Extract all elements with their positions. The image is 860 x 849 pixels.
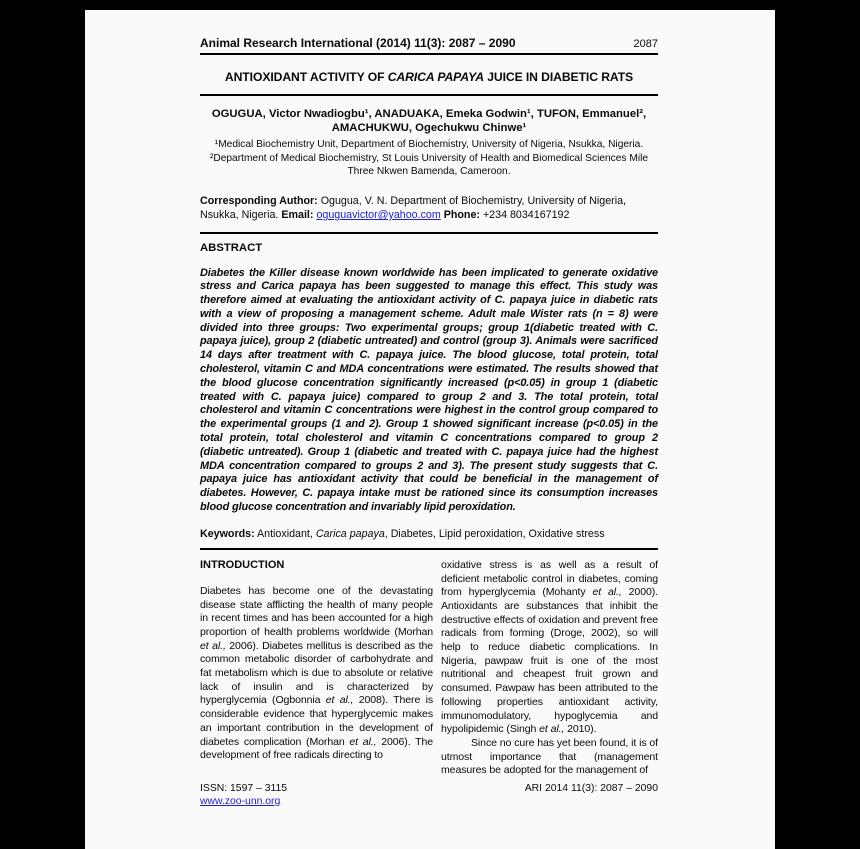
issn: ISSN: 1597 – 3115 (200, 783, 288, 794)
et-al-citation: et al., (592, 586, 622, 599)
title-species-italic: CARICA PAPAYA (387, 70, 484, 84)
email-link[interactable]: oguguavictor@yahoo.com (316, 209, 441, 221)
authors-block (200, 107, 658, 135)
page-number: 2087 (633, 38, 658, 50)
page-footer (200, 782, 658, 808)
abstract-text: Diabetes the Killer disease known worldwide has been implicated to generate oxidative stress and Carica papaya has been suggested to manage this effect. This study was therefore aimed at evaluating the antioxidant activity of C. papaya juice in diabetic rats with a view of proposing a management scheme. Adult male Wister rats (n = 8) were divided into three groups: Two experimental groups; group 1(diabetic treated with C. papaya juice), group 2 (diabetic untreated) and control (group 3). Animals were sacrificed 14 days after treatment with C. papaya juice. The blood glucose, total protein, total cholesterol, vitamin C and MDA concentrations were estimated. The results showed that the blood glucose concentration significantly increased (p<0.05) in group 1 (diabetic treated with C. papaya juice) compared to group 2 and 3. The total protein, total cholesterol and vitamin C concentrations were highest in the control group compared to the experimental groups (1 and 2). Group 1 showed significant increase (p<0.05) in the total protein, total cholesterol and vitamin C concentrations compared to group 2 (diabetic untreated). Group 1 (diabetic and treated with C. papaya juice had the highest MDA concentration compared to groups 2 and 3). The present study suggests that C. papaya juice has antioxidant activity that could be beneficial in the management of diabetes. However, C. papaya intake must be rationed since its consumption increases blood glucose concentration and invariably lipid peroxidation. (200, 266, 658, 514)
abstract-heading: ABSTRACT (200, 241, 263, 254)
journal-website-link[interactable]: www.zoo-unn.org (200, 796, 281, 807)
et-al-citation: et al., (349, 735, 377, 748)
paper-page (85, 10, 775, 849)
running-header (200, 36, 658, 55)
authors-line-2: AMACHUKWU, Ogechukwu Chinwe¹ (331, 122, 527, 134)
right-column (441, 559, 658, 778)
left-column (200, 559, 433, 778)
introduction-paragraph-left: Diabetes has become one of the devastating disease state afflicting the health of many people in recent times and has been accounted for a high proportion of health problems worldwide (Morhan et al., 2006). Diabetes mellitus is described as the common metabolic disorder of carbohydrate and fat metabolism which is due to absolute or relative lack of insulin and is characterized by hyperglycemia (Ogbonnia et al., 2008). There is considerable evidence that hyperglycemic makes an important contribution in the development of diabetes complication (Morhan et al., 2006). The development of free radicals directing to (200, 584, 433, 762)
keywords-label: Keywords: (200, 527, 255, 540)
footer-citation: ARI 2014 11(3): 2087 – 2090 (524, 783, 658, 794)
authors-line-1: OGUGUA, Victor Nwadiogbu¹, ANADUAKA, Emeka Godwin¹, TUFON, Emmanuel², (211, 108, 647, 120)
affiliation-1: ¹Medical Biochemistry Unit, Department of Biochemistry, University of Nigeria, Nsukka, Nigeria. (214, 139, 644, 150)
email-label: Email: (281, 209, 314, 221)
phone-number: +234 8034167192 (479, 209, 570, 221)
et-al-citation: et al., (539, 723, 565, 736)
keywords-species-italic: Carica papaya (315, 527, 385, 540)
affiliations-block (200, 138, 658, 179)
page-content (200, 36, 658, 778)
introduction-paragraph-right: oxidative stress is as well as a result of deficient metabolic control in diabetes, coming from hyperglycemia (Mohanty et al., 2000). Antioxidants are substances that inhibit the destructive effects of oxidation and prevent free radicals from forming (Droge, 2002), so will help to reduce diabetic complications. In Nigeria, pawpaw fruit is one of the most nutritional and cheapest fruit grown and consumed. Pawpaw has been attributed to the following properties antioxidant activity, immunomodulatory, hypoglycemia and hypolipidemic (Singh et al., 2010). (441, 558, 658, 736)
phone-label: Phone: (443, 209, 480, 221)
corresponding-author-block (200, 194, 658, 234)
affiliation-2: ²Department of Medical Biochemistry, St Louis University of Health and Biomedical Sciences Mile Three Nkwen Bamenda, Cameroon. (209, 152, 649, 177)
introduction-paragraph-right-2: Since no cure has yet been found, it is of utmost importance that (management measures be adopted for the management of (441, 736, 658, 777)
et-al-citation: et al., (200, 639, 226, 652)
keywords-line: Keywords: Antioxidant, Carica papaya, Diabetes, Lipid peroxidation, Oxidative stress (200, 528, 658, 550)
title-text-end: JUICE IN DIABETIC RATS (483, 70, 634, 84)
corresponding-author-text: Ogugua, V. N. Department of Biochemistry, University of Nigeria, Nsukka, Nigeria. (200, 194, 627, 221)
journal-citation: Animal Research International (2014) 11(3): 2087 – 2090 (200, 36, 516, 50)
introduction-heading: INTRODUCTION (200, 558, 285, 571)
corresponding-author-label: Corresponding Author: (200, 194, 318, 207)
two-column-body (200, 559, 658, 778)
title-text: ANTIOXIDANT ACTIVITY OF (224, 70, 388, 84)
et-al-citation: et al., (325, 694, 354, 707)
paper-title (200, 70, 658, 96)
